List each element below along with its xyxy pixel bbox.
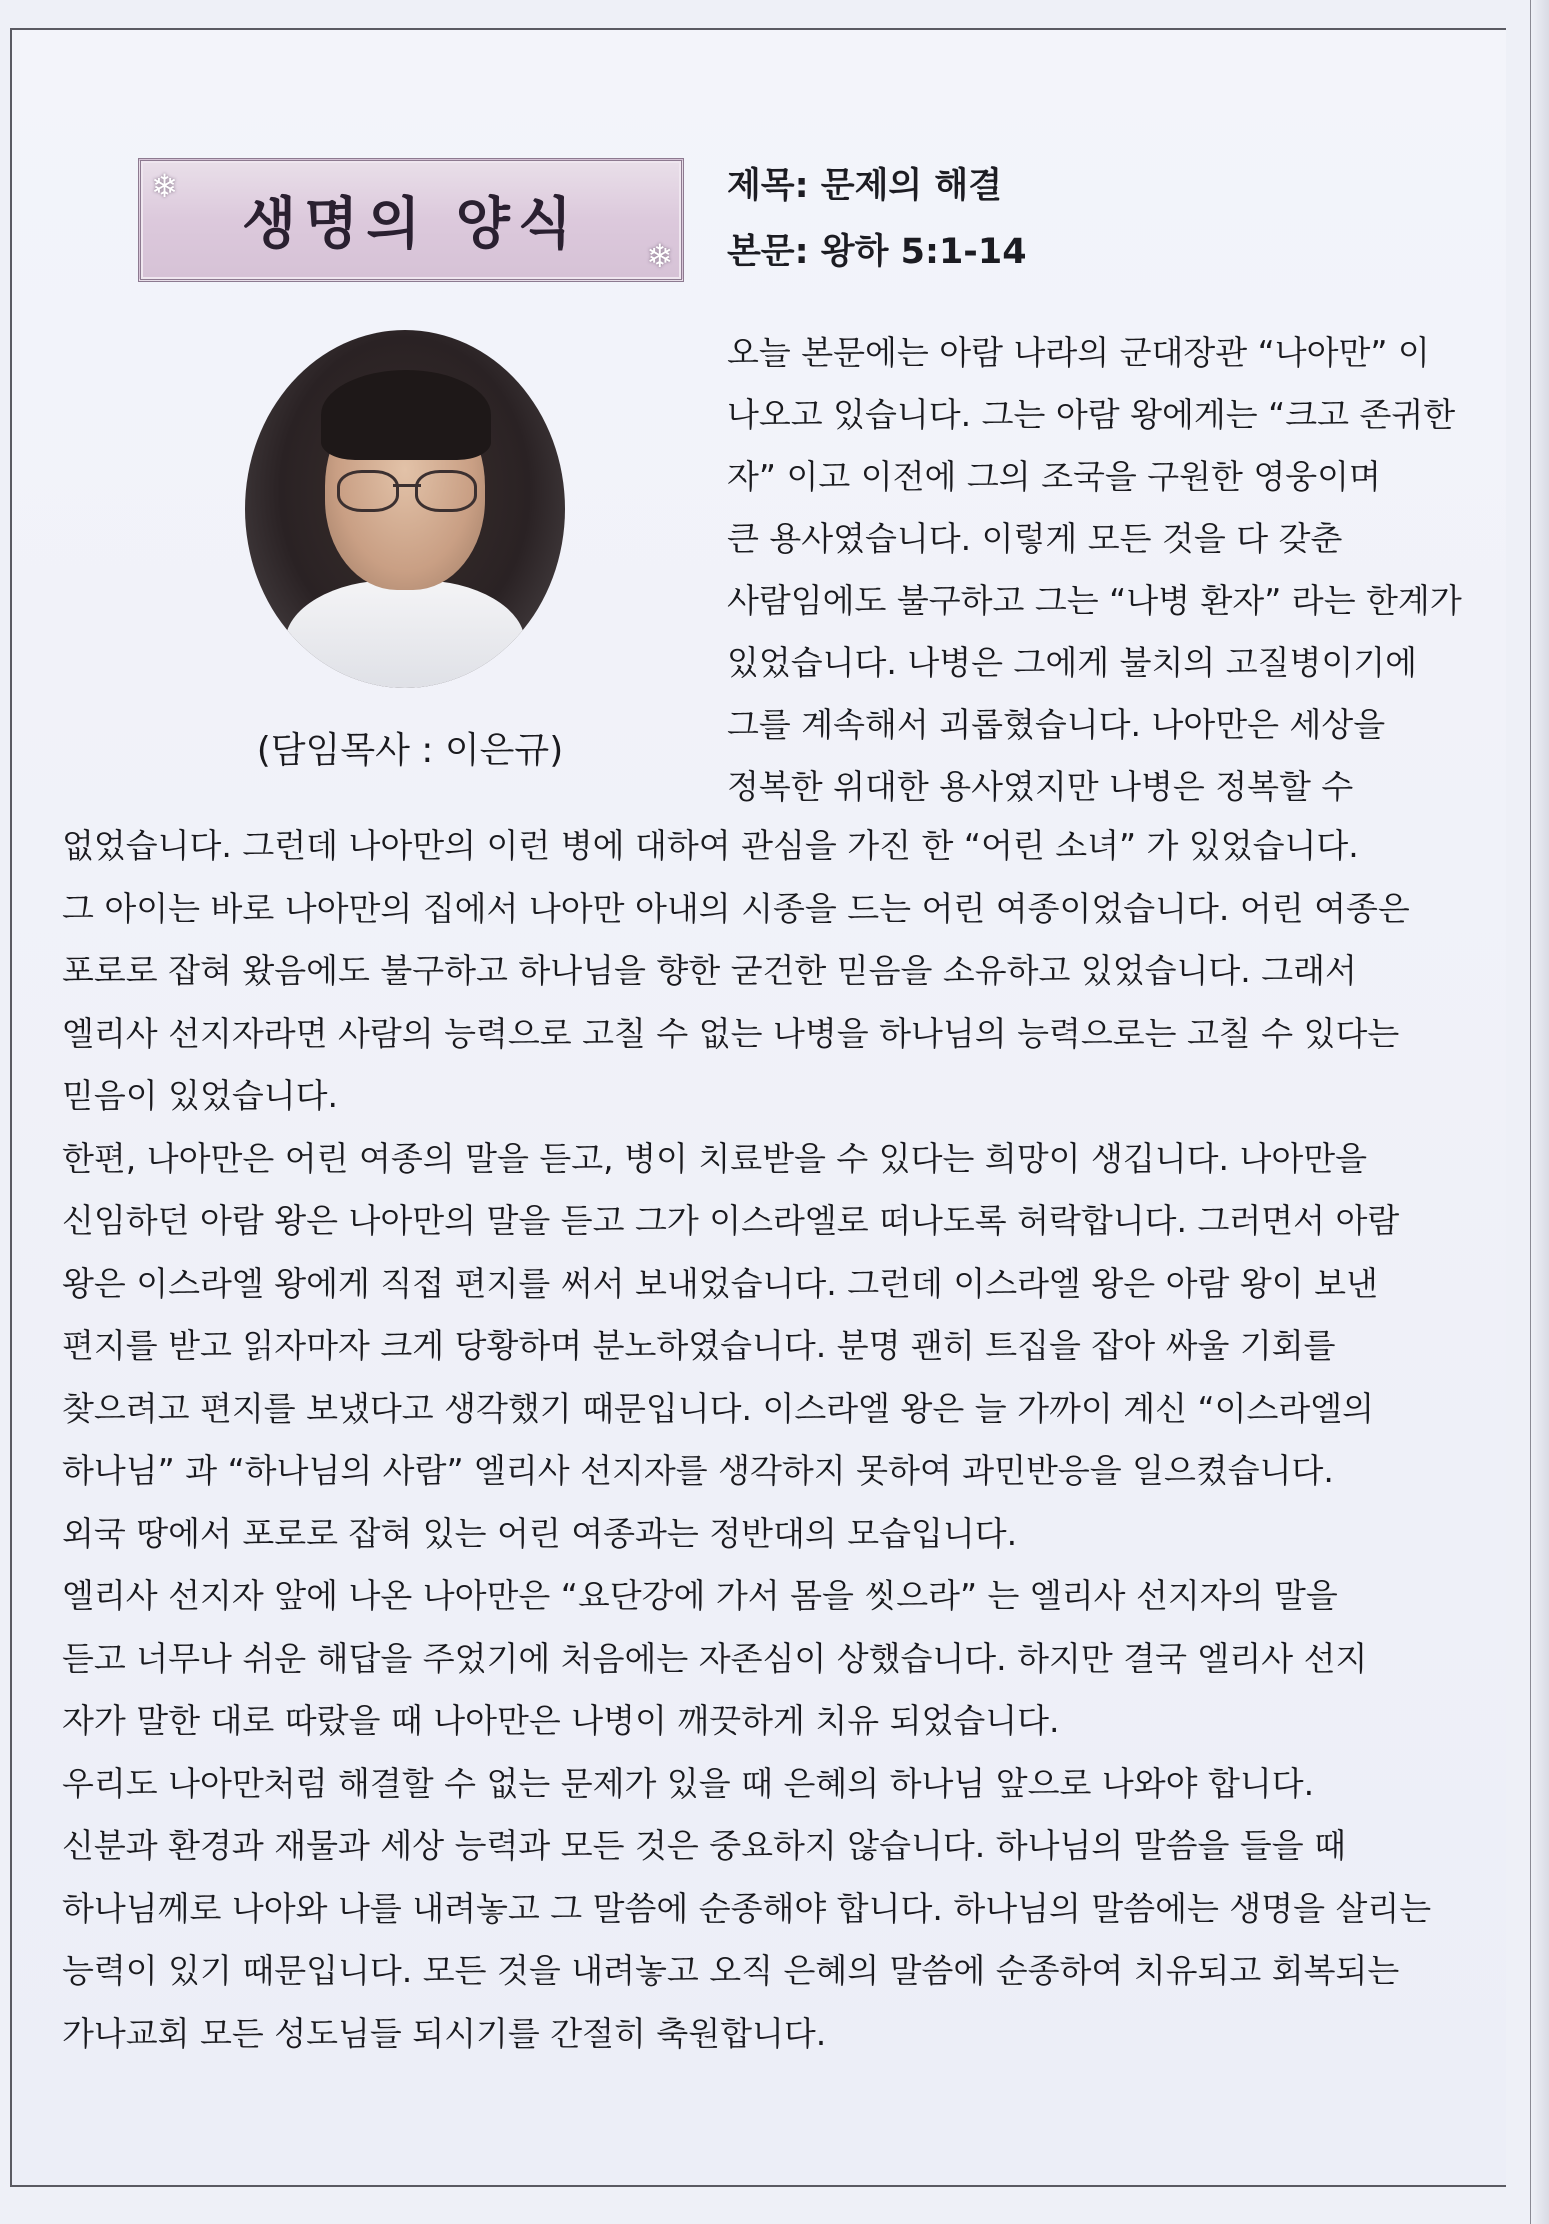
text-line: 엘리사 선지자라면 사람의 능력으로 고칠 수 없는 나병을 하나님의 능력으로는 고칠 수 있다는: [62, 1013, 1400, 1053]
text-line: 하나님께로 나아와 나를 내려놓고 그 말씀에 순종해야 합니다. 하나님의 말씀에는 생명을 살리는: [62, 1888, 1432, 1928]
snowflake-icon: ❄: [151, 167, 178, 205]
text-line: 외국 땅에서 포로로 잡혀 있는 어린 여종과는 정반대의 모습입니다.: [62, 1513, 1018, 1553]
text-line: 우리도 나아만처럼 해결할 수 없는 문제가 있을 때 은혜의 하나님 앞으로 나와야 합니다.: [62, 1763, 1315, 1803]
text-line: 한편, 나아만은 어린 여종의 말을 듣고, 병이 치료받을 수 있다는 희망이 생깁니다. 나아만을: [62, 1138, 1367, 1178]
text-line: 가나교회 모든 성도님들 되시기를 간절히 축원합니다.: [62, 2013, 827, 2053]
sermon-body: [62, 815, 1440, 2065]
text-line: 그 아이는 바로 나아만의 집에서 나아만 아내의 시종을 드는 어린 여종이었습니다. 어린 여종은: [62, 888, 1410, 928]
text-line: 찾으려고 편지를 보냈다고 생각했기 때문입니다. 이스라엘 왕은 늘 가까이 계신 “이스라엘의: [62, 1388, 1374, 1428]
text-line: 정복한 위대한 용사였지만 나병은 정복할 수: [727, 767, 1354, 806]
photo-hair: [321, 370, 491, 460]
text-line: 자” 이고 이전에 그의 조국을 구원한 영웅이며: [727, 457, 1381, 496]
text-line: 있었습니다. 나병은 그에게 불치의 고질병이기에: [727, 643, 1418, 682]
text-line: 엘리사 선지자 앞에 나온 나아만은 “요단강에 가서 몸을 씻으라” 는 엘리사 선지자의 말을: [62, 1576, 1338, 1615]
page-edge: [1530, 0, 1549, 2224]
photo-shirt: [285, 580, 525, 688]
text-line: 오늘 본문에는 아람 나라의 군대장관 “나아만” 이: [727, 333, 1430, 372]
text-line: 사람임에도 불구하고 그는 “나병 환자” 라는 한계가: [727, 581, 1462, 620]
photo-caption: (담임목사 : 이은규): [256, 730, 564, 771]
text-line: 없었습니다. 그런데 나아만의 이런 병에 대하여 관심을 가진 한 “어린 소녀” 가 있었습니다.: [62, 826, 1359, 865]
text-line: 포로로 잡혀 왔음에도 불구하고 하나님을 향한 굳건한 믿음을 소유하고 있었습니다. 그래서: [62, 951, 1357, 990]
intro-paragraph: [727, 322, 1462, 818]
text-line: 신분과 환경과 재물과 세상 능력과 모든 것은 중요하지 않습니다. 하나님의 말씀을 들을 때: [62, 1826, 1346, 1865]
text-line: 큰 용사였습니다. 이렇게 모든 것을 다 갖춘: [727, 519, 1343, 558]
title-banner: [138, 158, 684, 282]
text-line: 왕은 이스라엘 왕에게 직접 편지를 써서 보내었습니다. 그런데 이스라엘 왕은 아람 왕이 보낸: [62, 1263, 1378, 1303]
text-line: 하나님” 과 “하나님의 사람” 엘리사 선지자를 생각하지 못하여 과민반응을 일으켰습니다.: [62, 1451, 1334, 1490]
sermon-subject: 제목: 문제의 해결: [727, 166, 1003, 206]
text-line: 믿음이 있었습니다.: [62, 1076, 339, 1115]
text-line: 나오고 있습니다. 그는 아람 왕에게는 “크고 존귀한: [727, 395, 1456, 434]
sermon-scripture: 본문: 왕하 5:1-14: [727, 232, 1027, 272]
text-line: 편지를 받고 읽자마자 크게 당황하며 분노하였습니다. 분명 괜히 트집을 잡아 싸울 기회를: [62, 1326, 1336, 1365]
text-line: 그를 계속해서 괴롭혔습니다. 나아만은 세상을: [727, 705, 1386, 744]
page-title: 생명의 양식: [242, 191, 580, 257]
text-line: 능력이 있기 때문입니다. 모든 것을 내려놓고 오직 은혜의 말씀에 순종하여 치유되고 회복되는: [62, 1951, 1400, 1990]
text-line: 신임하던 아람 왕은 나아만의 말을 듣고 그가 이스라엘로 떠나도록 허락합니다. 그러면서 아람: [62, 1201, 1400, 1240]
text-line: 듣고 너무나 쉬운 해답을 주었기에 처음에는 자존심이 상했습니다. 하지만 결국 엘리사 선지: [62, 1638, 1368, 1678]
pastor-photo: [245, 330, 565, 688]
snowflake-icon: ❄: [646, 237, 673, 275]
text-line: 자가 말한 대로 따랐을 때 나아만은 나병이 깨끗하게 치유 되었습니다.: [62, 1701, 1060, 1740]
photo-glasses: [337, 470, 477, 510]
